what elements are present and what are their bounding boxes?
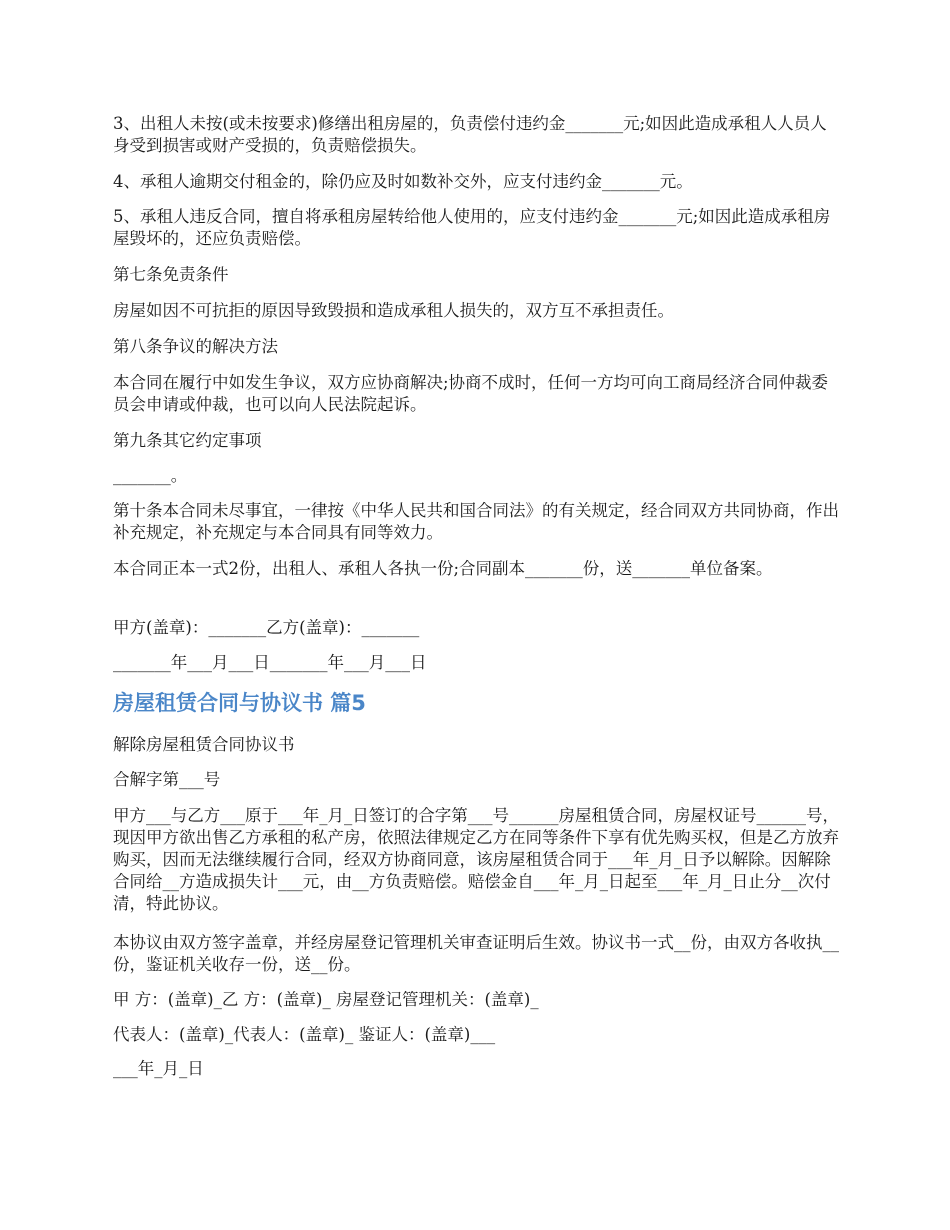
paragraph-other-terms: _______。 xyxy=(113,466,188,485)
paragraph-copies: 本合同正本一式2份，出租人、承租人各执一份;合同副本_______份，送_______单位备案。 xyxy=(113,559,773,578)
section-5-heading: 房屋租赁合同与协议书 篇5 xyxy=(113,691,366,715)
paragraph-penalty-5: 5、承租人违反合同，擅自将承租房屋转给他人使用的，应支付违约金_______元;如因此造成承租房屋毁坏的，还应负责赔偿。 xyxy=(113,207,831,248)
termination-body: 甲方___与乙方___原于___年_月_日签订的合字第___号______房屋租赁合同，房屋权证号______号，现因甲方欲出售乙方承租的私产房，依照法律规定乙方在同等条件下享有优先购买权，但是乙方放弃购买，因而无法继续履行合同，经双方协商同意，该房屋租赁合同于___年_月_日予以解除。因解除合同给__方造成损失计___元，由__方负责赔偿。赔偿金自___年_月_日起至___年_月_日止分__次付清，特此协议。 xyxy=(113,806,839,913)
article-8-heading: 第八条争议的解决方法 xyxy=(113,337,278,356)
paragraph-penalty-3: 3、出租人未按(或未按要求)修缮出租房屋的，负责偿付违约金_______元;如因此造成承租人人员人身受到损害或财产受损的，负责赔偿损失。 xyxy=(113,114,827,155)
paragraph-exemption: 房屋如因不可抗拒的原因导致毁损和造成承租人损失的，双方互不承担责任。 xyxy=(113,301,674,320)
termination-title: 解除房屋租赁合同协议书 xyxy=(113,735,295,754)
representative-line: 代表人：(盖章)_代表人：(盖章)_ 鉴证人：(盖章)___ xyxy=(113,1025,496,1044)
paragraph-penalty-4: 4、承租人逾期交付租金的，除仍应及时如数补交外，应支付违约金_______元。 xyxy=(113,172,693,191)
party-seal-line: 甲 方：(盖章)_乙 方：(盖章)_ 房屋登记管理机关：(盖章)_ xyxy=(113,990,539,1009)
signature-line: 甲方(盖章)：_______乙方(盖章)：_______ xyxy=(113,618,420,637)
final-date-line: ___年_月_日 xyxy=(113,1059,204,1078)
article-10-paragraph: 第十条本合同未尽事宜，一律按《中华人民共和国合同法》的有关规定，经合同双方共同协商，作出补充规定，补充规定与本合同具有同等效力。 xyxy=(113,501,839,542)
date-line: _______年___月___日_______年___月___日 xyxy=(113,653,427,672)
article-9-heading: 第九条其它约定事项 xyxy=(113,431,262,450)
paragraph-dispute: 本合同在履行中如发生争议，双方应协商解决;协商不成时，任何一方均可向工商局经济合同仲裁委员会申请或仲裁，也可以向人民法院起诉。 xyxy=(113,373,829,414)
article-7-heading: 第七条免责条件 xyxy=(113,265,229,284)
effectiveness-paragraph: 本协议由双方签字盖章，并经房屋登记管理机关审查证明后生效。协议书一式__份，由双方各收执__份，鉴证机关收存一份，送__份。 xyxy=(113,933,839,974)
agreement-number: 合解字第___号 xyxy=(113,770,221,789)
